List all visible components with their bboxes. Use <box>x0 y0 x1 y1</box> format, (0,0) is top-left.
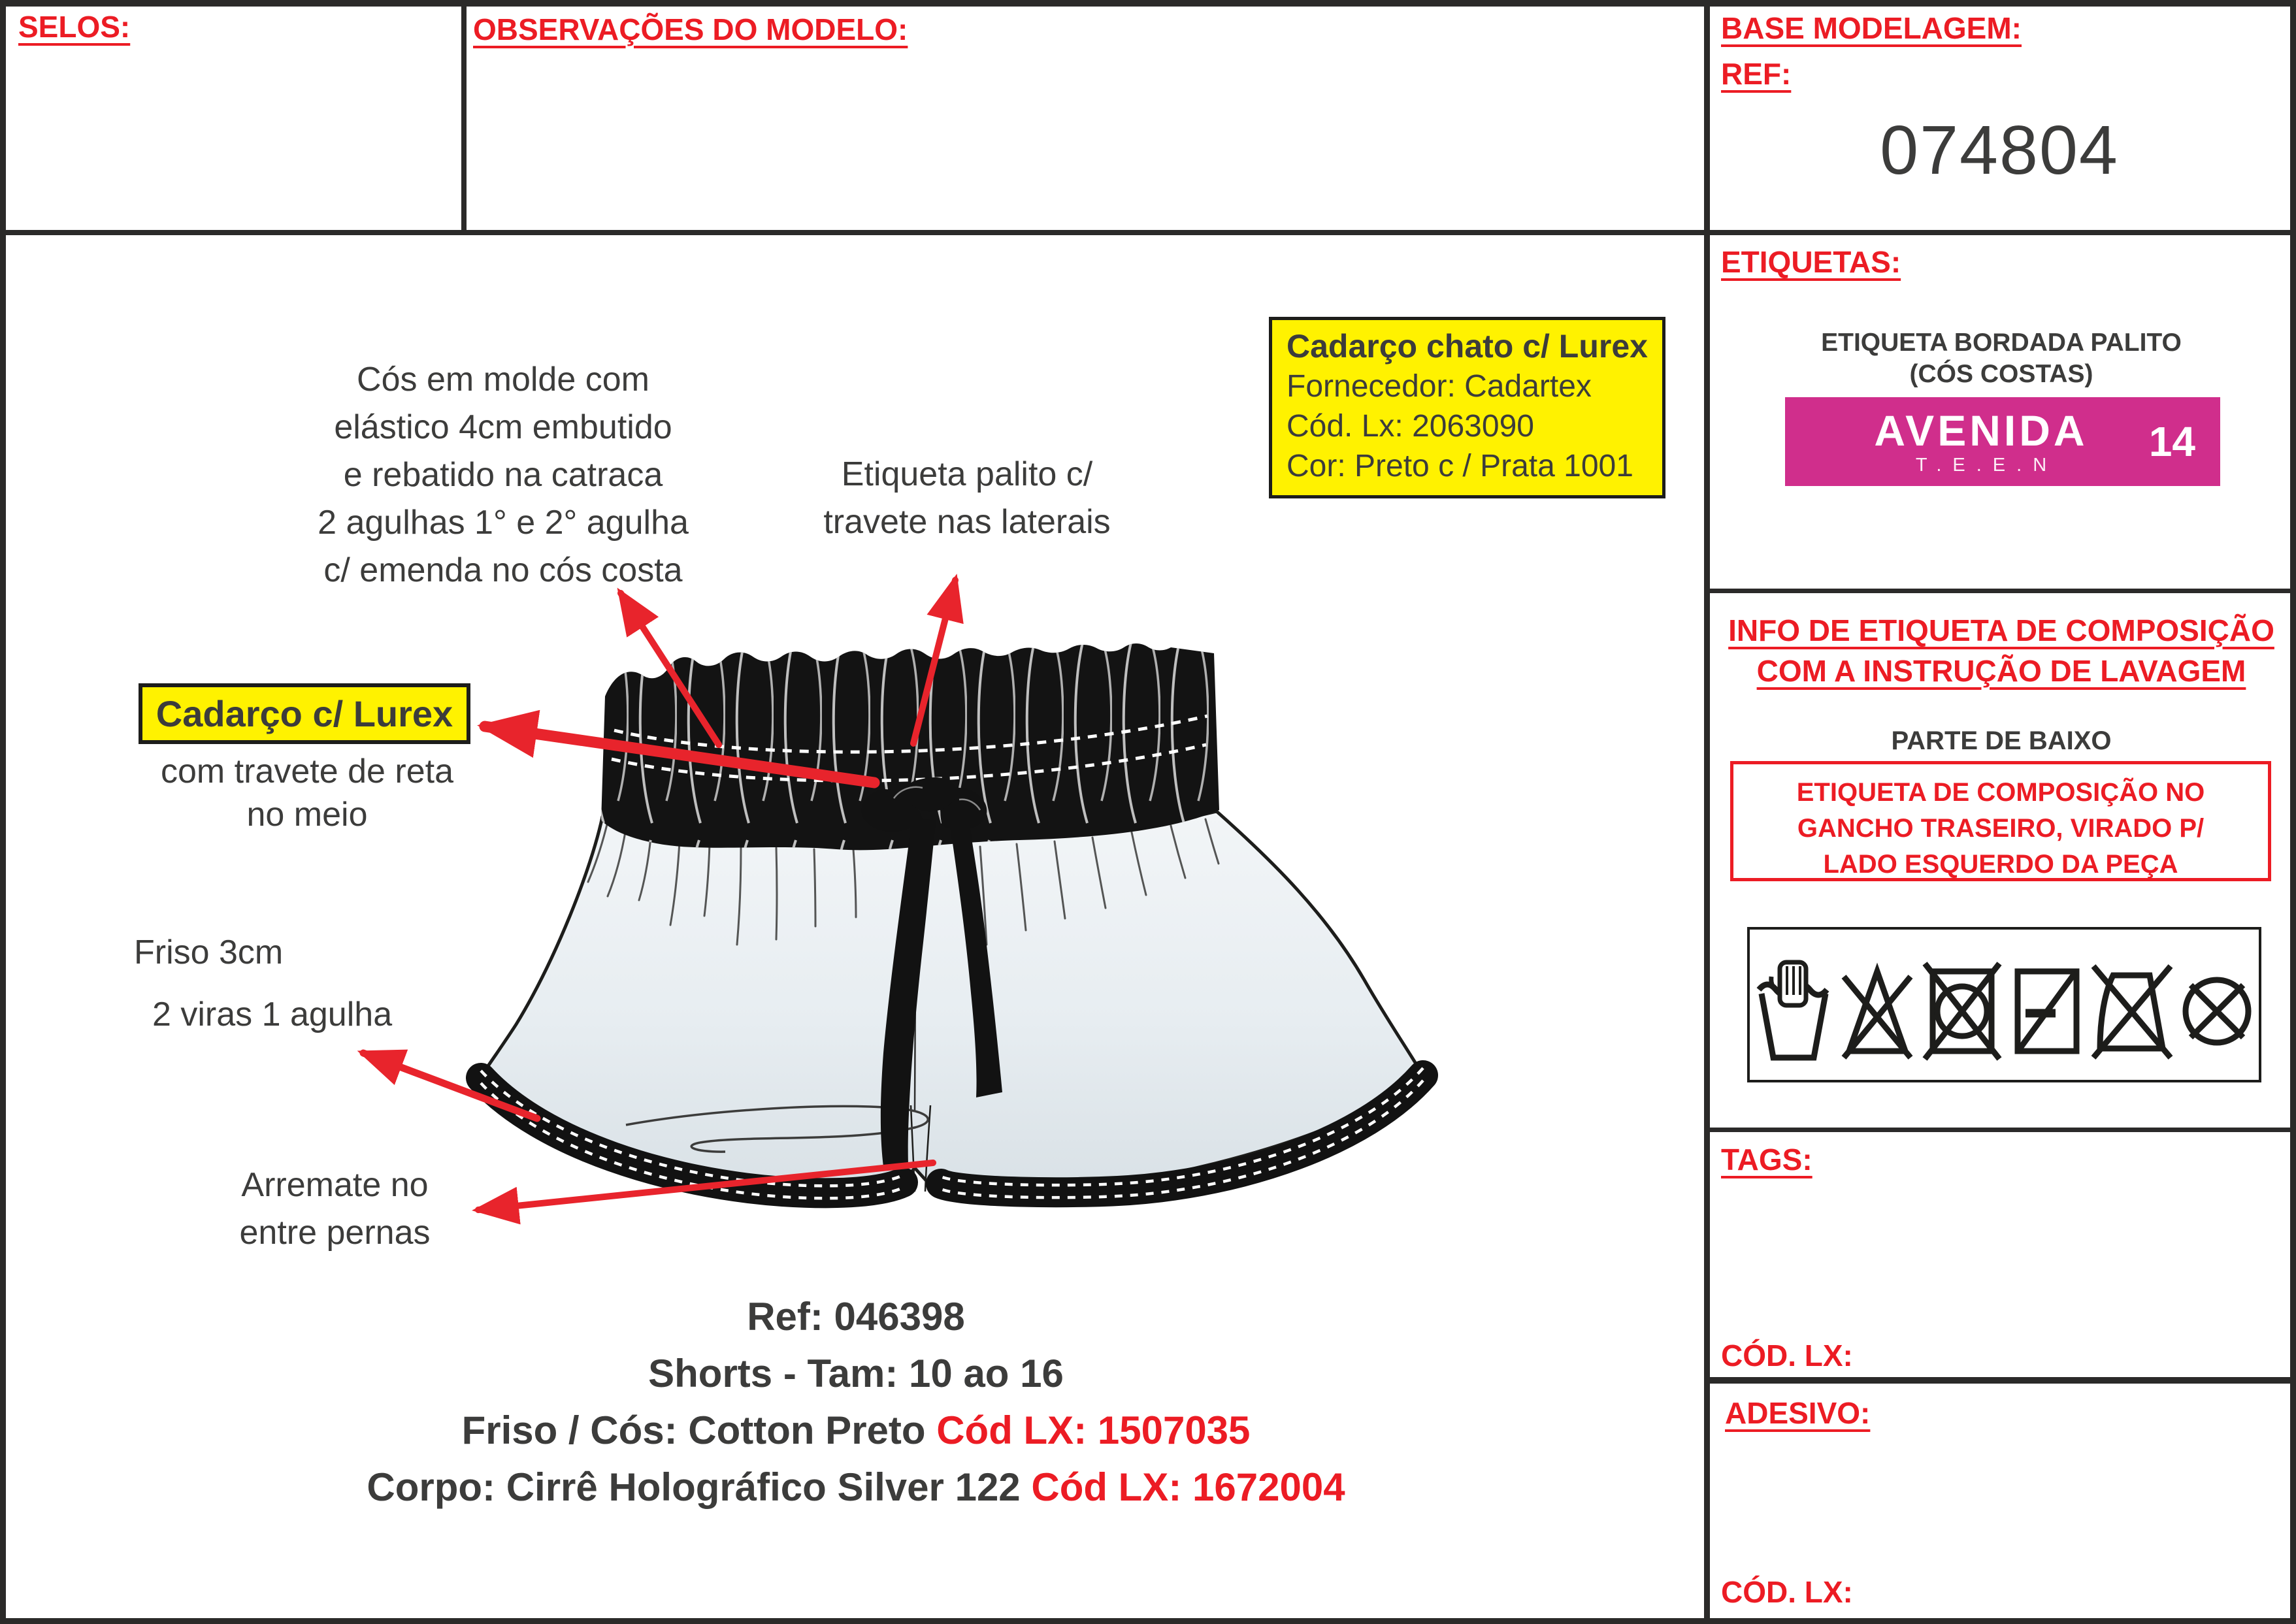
do-not-iron-icon <box>2093 966 2171 1058</box>
dry-in-the-shade-icon <box>2018 971 2076 1051</box>
footer-friso-code: Cód LX: 1507035 <box>936 1408 1251 1452</box>
tags-cod-lx-label: CÓD. LX: <box>1721 1339 1853 1372</box>
ref-value: 074804 <box>1880 112 2119 189</box>
annotation-line: travete nas laterais <box>823 503 1111 541</box>
cadarco-highlight-label: Cadarço c/ Lurex <box>139 683 470 744</box>
annotation-line: Friso 3cm <box>134 934 284 971</box>
annotation-line: Cós em molde com <box>357 361 649 398</box>
supplier-line4: Cor: Preto c / Prata 1001 <box>1287 449 1633 483</box>
adesivo-title: ADESIVO: <box>1725 1396 1871 1430</box>
annotation-line: c/ emenda no cós costa <box>323 551 683 589</box>
brand-woven-label <box>1785 397 2220 486</box>
annotation-line: com travete de reta <box>161 753 453 790</box>
annotation-line: 2 viras 1 agulha <box>152 996 393 1033</box>
info-title-line1: INFO DE ETIQUETA DE COMPOSIÇÃO <box>1728 613 2274 647</box>
etiqueta-subtitle-line2: (CÓS COSTAS) <box>1909 360 2093 388</box>
care-symbols-strip <box>1747 927 2261 1082</box>
base-modelagem-title: BASE MODELAGEM: <box>1721 11 2022 45</box>
ref-label: REF: <box>1721 57 1792 91</box>
do-not-tumble-dry-icon <box>1925 964 1999 1059</box>
annotation-line: entre pernas <box>239 1214 431 1252</box>
supplier-line2: Fornecedor: Cadartex <box>1287 369 1592 404</box>
annotation-cos-molde <box>287 356 719 594</box>
etiquetas-title: ETIQUETAS: <box>1721 245 1901 279</box>
tags-title: TAGS: <box>1721 1143 1812 1177</box>
footer-friso-line <box>203 1402 1509 1459</box>
footer-ref: Ref: 046398 <box>747 1295 965 1339</box>
footer-friso-text: Friso / Cós: Cotton Preto <box>461 1408 937 1452</box>
brand-name: AVENIDA <box>1874 406 2088 455</box>
selos-title: SELOS: <box>18 10 131 44</box>
do-not-bleach-icon <box>1844 971 1911 1058</box>
footer-specs <box>203 1288 1509 1516</box>
hand-wash-icon <box>1759 962 1827 1058</box>
composition-note-line2: GANCHO TRASEIRO, VIRADO P/ <box>1797 814 2205 843</box>
composition-note-box <box>1730 761 2271 881</box>
footer-model: Shorts - Tam: 10 ao 16 <box>648 1352 1064 1395</box>
observacoes-title: OBSERVAÇÕES DO MODELO: <box>473 12 908 46</box>
annotation-line: e rebatido na catraca <box>343 456 663 494</box>
supplier-line3: Cód. Lx: 2063090 <box>1287 409 1534 444</box>
parte-de-baixo-label: PARTE DE BAIXO <box>1891 726 2112 755</box>
info-title-line2: COM A INSTRUÇÃO DE LAVAGEM <box>1756 654 2246 688</box>
shorts-body <box>481 811 1423 1198</box>
brand-size-badge: 14 <box>2148 418 2195 465</box>
adesivo-cod-lx-label: CÓD. LX: <box>1721 1575 1853 1609</box>
composition-note-line1: ETIQUETA DE COMPOSIÇÃO NO <box>1796 778 2205 807</box>
brand-subname: T.E.E.N <box>1915 455 2058 476</box>
composition-note-line3: LADO ESQUERDO DA PEÇA <box>1823 850 2178 879</box>
do-not-dry-clean-icon <box>2186 980 2248 1043</box>
annotation-line: Etiqueta palito c/ <box>841 455 1093 493</box>
etiqueta-subtitle-line1: ETIQUETA BORDADA PALITO <box>1821 329 2182 357</box>
annotation-arremate <box>216 1161 454 1257</box>
annotation-line: Arremate no <box>241 1166 429 1204</box>
footer-corpo-text: Corpo: Cirrê Holográfico Silver 122 <box>367 1465 1032 1509</box>
annotation-cadarco-sub <box>118 750 497 836</box>
annotation-line: 2 agulhas 1° e 2° agulha <box>318 504 689 542</box>
annotation-line: elástico 4cm embutido <box>334 408 672 446</box>
drawcord-supplier-box <box>1269 317 1665 498</box>
annotation-etiqueta-palito <box>778 451 1156 546</box>
supplier-line1: Cadarço chato c/ Lurex <box>1287 328 1648 365</box>
annotation-friso <box>134 929 392 1039</box>
footer-corpo-code: Cód LX: 1672004 <box>1031 1465 1345 1509</box>
footer-corpo-line <box>203 1459 1509 1516</box>
annotation-line: no meio <box>246 796 368 834</box>
